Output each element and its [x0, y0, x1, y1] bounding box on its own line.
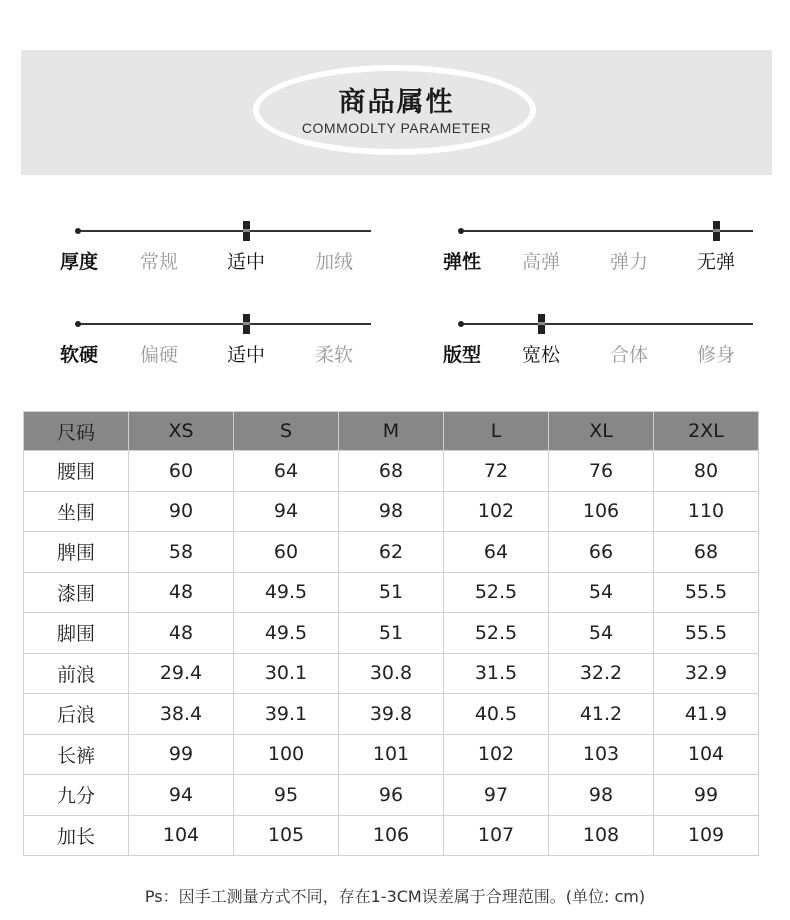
attribute-selected-marker — [713, 221, 720, 241]
table-cell: 32.9 — [654, 653, 759, 694]
table-cell: 98 — [339, 491, 444, 532]
table-cell: 101 — [339, 734, 444, 775]
table-cell: 39.8 — [339, 694, 444, 735]
column-header: S — [234, 412, 339, 451]
row-label-cell: 腰围 — [24, 451, 129, 492]
table-cell: 99 — [654, 775, 759, 816]
page-subtitle: COMMODLTY PARAMETER — [301, 120, 492, 136]
attribute-option: 修身 — [696, 344, 735, 366]
attribute-name: 软硬 — [59, 344, 98, 366]
table-cell: 32.2 — [549, 653, 654, 694]
table-cell: 29.4 — [129, 653, 234, 694]
table-cell: 48 — [129, 572, 234, 613]
attribute-option: 弹力 — [609, 251, 648, 273]
table-cell: 106 — [339, 815, 444, 856]
attribute-scale-line — [78, 230, 371, 232]
attribute-scale-start-dot — [458, 228, 464, 234]
attribute-option-selected: 无弹 — [696, 251, 735, 273]
page-title: 商品属性 — [338, 87, 455, 118]
table-cell: 68 — [339, 451, 444, 492]
table-cell: 49.5 — [234, 613, 339, 654]
table-row — [24, 532, 759, 573]
table-row — [24, 653, 759, 694]
attribute-option-selected: 宽松 — [521, 344, 560, 366]
table-header-row — [24, 412, 759, 451]
attribute-selected-marker — [538, 314, 545, 334]
attribute-option: 高弹 — [521, 251, 560, 273]
column-header: L — [444, 412, 549, 451]
table-cell: 97 — [444, 775, 549, 816]
row-label-cell: 长裤 — [24, 734, 129, 775]
footnote: Ps：因手工测量方式不同，存在1-3CM误差属于合理范围。(单位: cm) — [144, 887, 646, 906]
attribute-option: 常规 — [139, 251, 178, 273]
attribute-scale-start-dot — [75, 228, 81, 234]
table-cell: 110 — [654, 491, 759, 532]
table-cell: 80 — [654, 451, 759, 492]
table-cell: 49.5 — [234, 572, 339, 613]
attribute-name: 厚度 — [59, 251, 98, 273]
table-cell: 62 — [339, 532, 444, 573]
attribute-scale-line — [461, 230, 753, 232]
attribute-scale-start-dot — [458, 321, 464, 327]
table-cell: 41.9 — [654, 694, 759, 735]
table-cell: 109 — [654, 815, 759, 856]
attribute-scale-line — [78, 323, 371, 325]
column-header: M — [339, 412, 444, 451]
table-cell: 95 — [234, 775, 339, 816]
table-cell: 100 — [234, 734, 339, 775]
attribute-selected-marker — [243, 221, 250, 241]
attribute-scale-line — [461, 323, 753, 325]
table-cell: 40.5 — [444, 694, 549, 735]
attribute-option-selected: 适中 — [226, 344, 265, 366]
row-label-cell: 加长 — [24, 815, 129, 856]
table-cell: 30.8 — [339, 653, 444, 694]
attribute-selected-marker — [243, 314, 250, 334]
table-cell: 76 — [549, 451, 654, 492]
table-cell: 68 — [654, 532, 759, 573]
table-row — [24, 694, 759, 735]
column-header: 2XL — [654, 412, 759, 451]
table-row — [24, 613, 759, 654]
attribute-option: 柔软 — [314, 344, 353, 366]
table-cell: 64 — [234, 451, 339, 492]
table-row — [24, 451, 759, 492]
table-cell: 99 — [129, 734, 234, 775]
attribute-option: 合体 — [609, 344, 648, 366]
table-cell: 96 — [339, 775, 444, 816]
table-cell: 105 — [234, 815, 339, 856]
table-cell: 72 — [444, 451, 549, 492]
table-cell: 94 — [129, 775, 234, 816]
row-label-cell: 九分 — [24, 775, 129, 816]
attribute-option-selected: 适中 — [226, 251, 265, 273]
row-label-cell: 后浪 — [24, 694, 129, 735]
table-cell: 66 — [549, 532, 654, 573]
attribute-name: 弹性 — [442, 251, 481, 273]
table-cell: 52.5 — [444, 613, 549, 654]
attribute-scale-start-dot — [75, 321, 81, 327]
table-row — [24, 572, 759, 613]
column-header: XS — [129, 412, 234, 451]
table-cell: 52.5 — [444, 572, 549, 613]
size-table — [23, 411, 759, 856]
table-cell: 104 — [129, 815, 234, 856]
table-cell: 60 — [234, 532, 339, 573]
table-cell: 106 — [549, 491, 654, 532]
table-cell: 55.5 — [654, 613, 759, 654]
table-cell: 55.5 — [654, 572, 759, 613]
table-cell: 64 — [444, 532, 549, 573]
table-cell: 90 — [129, 491, 234, 532]
table-cell: 107 — [444, 815, 549, 856]
column-header: XL — [549, 412, 654, 451]
table-cell: 31.5 — [444, 653, 549, 694]
table-cell: 39.1 — [234, 694, 339, 735]
table-cell: 102 — [444, 491, 549, 532]
table-cell: 51 — [339, 572, 444, 613]
row-label-cell: 脾围 — [24, 532, 129, 573]
column-header: 尺码 — [24, 412, 129, 451]
table-cell: 48 — [129, 613, 234, 654]
table-cell: 102 — [444, 734, 549, 775]
table-cell: 38.4 — [129, 694, 234, 735]
table-row — [24, 491, 759, 532]
table-row — [24, 815, 759, 856]
table-cell: 41.2 — [549, 694, 654, 735]
attribute-option: 加绒 — [314, 251, 353, 273]
header-banner — [21, 50, 772, 175]
table-cell: 94 — [234, 491, 339, 532]
attribute-option: 偏硬 — [139, 344, 178, 366]
row-label-cell: 前浪 — [24, 653, 129, 694]
table-cell: 104 — [654, 734, 759, 775]
table-row — [24, 734, 759, 775]
attribute-name: 版型 — [442, 344, 481, 366]
table-cell: 98 — [549, 775, 654, 816]
row-label-cell: 漆围 — [24, 572, 129, 613]
table-cell: 54 — [549, 613, 654, 654]
row-label-cell: 坐围 — [24, 491, 129, 532]
table-cell: 58 — [129, 532, 234, 573]
row-label-cell: 脚围 — [24, 613, 129, 654]
table-cell: 30.1 — [234, 653, 339, 694]
table-cell: 54 — [549, 572, 654, 613]
table-cell: 60 — [129, 451, 234, 492]
table-row — [24, 775, 759, 816]
table-cell: 108 — [549, 815, 654, 856]
table-cell: 103 — [549, 734, 654, 775]
table-cell: 51 — [339, 613, 444, 654]
